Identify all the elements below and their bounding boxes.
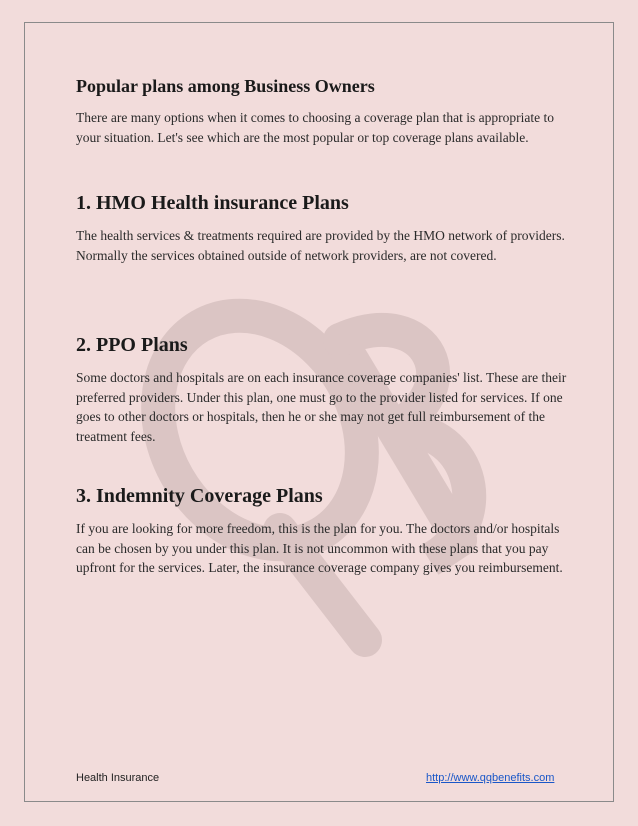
ppo-heading: 2. PPO Plans [76,334,188,356]
footer-title: Health Insurance [76,772,160,784]
footer-link[interactable]: http://www.qqbenefits.com [426,772,555,784]
ppo-paragraph: Some doctors and hospitals are on each insurance coverage companies' list. These are their preferred providers. Under this plan, one must go to the provider listed for services. If one goes to other doctors or hospitals, then he or she may not get full reimbursement of the treatment fees. [76,370,567,444]
hmo-paragraph: The health services & treatments required are provided by the HMO network of providers. Normally the services obtained outside of network providers, are not covered. [76,228,565,263]
intro-heading: Popular plans among Business Owners [76,76,375,96]
hmo-heading: 1. HMO Health insurance Plans [76,192,349,214]
indemnity-heading: 3. Indemnity Coverage Plans [76,485,323,507]
intro-paragraph: There are many options when it comes to choosing a coverage plan that is appropriate to your situation. Let's see which are the most popular or top coverage plans available. [76,110,554,145]
indemnity-paragraph: If you are looking for more freedom, this is the plan for you. The doctors and/or hospitals can be chosen by you under this plan. It is not uncommon with these plans that you pay upfront for the services. Later, the insurance coverage company gives you reimbursement. [76,521,563,575]
